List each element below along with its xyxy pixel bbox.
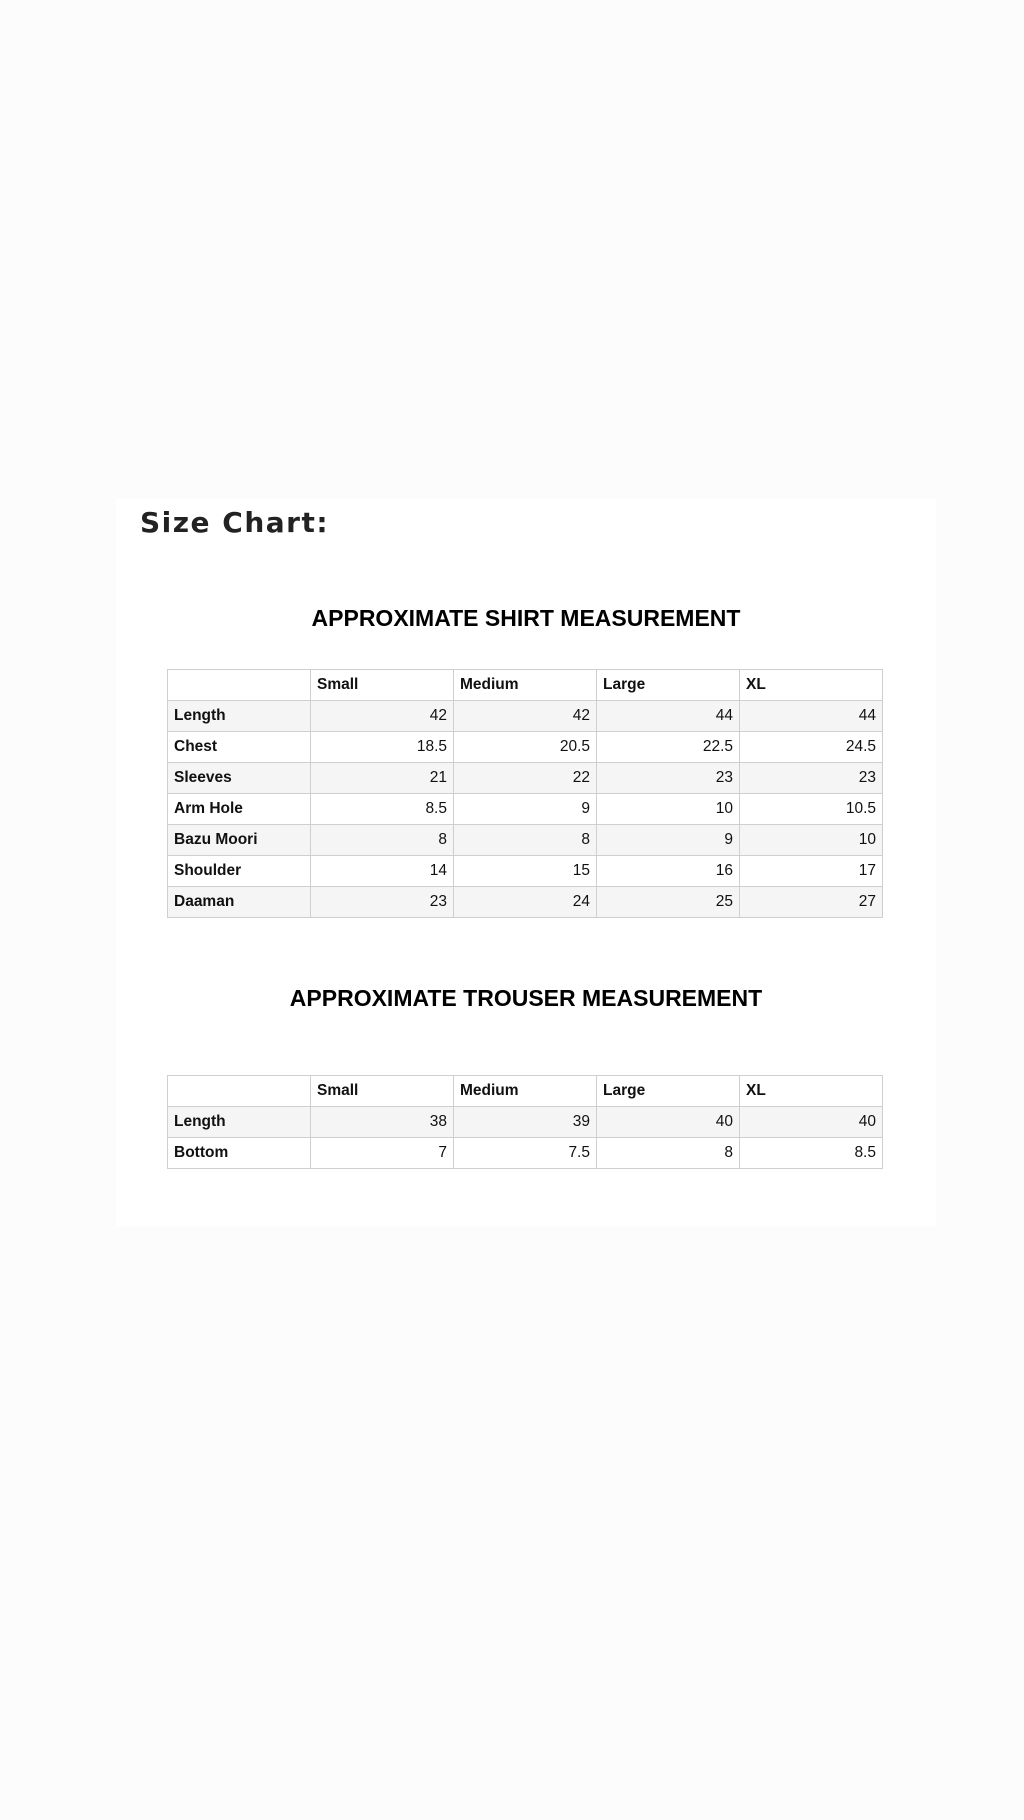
table-cell: 22: [454, 763, 597, 794]
table-cell: 42: [311, 701, 454, 732]
table-cell: 14: [311, 856, 454, 887]
table-header-cell: XL: [740, 1076, 883, 1107]
table-cell: 10.5: [740, 794, 883, 825]
table-row: [168, 732, 883, 763]
table-cell: 10: [597, 794, 740, 825]
table-header-cell: Small: [311, 1076, 454, 1107]
table-cell: 40: [597, 1107, 740, 1138]
table-cell: 8: [311, 825, 454, 856]
table-cell: 40: [740, 1107, 883, 1138]
table-cell: 25: [597, 887, 740, 918]
table-cell: 22.5: [597, 732, 740, 763]
table-cell: 7: [311, 1138, 454, 1169]
row-label: Length: [168, 701, 311, 732]
table-header-cell: [168, 670, 311, 701]
trouser-measurement-title: APPROXIMATE TROUSER MEASUREMENT: [289, 985, 763, 1011]
table-row: [168, 1138, 883, 1169]
table-cell: 42: [454, 701, 597, 732]
row-label: Arm Hole: [168, 794, 311, 825]
table-row: [168, 701, 883, 732]
table-cell: 9: [454, 794, 597, 825]
table-cell: 24: [454, 887, 597, 918]
table-cell: 27: [740, 887, 883, 918]
table-cell: 23: [740, 763, 883, 794]
row-label: Daaman: [168, 887, 311, 918]
table-cell: 21: [311, 763, 454, 794]
table-header-cell: Large: [597, 670, 740, 701]
table-cell: 44: [740, 701, 883, 732]
table-cell: 9: [597, 825, 740, 856]
table-header-cell: Small: [311, 670, 454, 701]
row-label: Bottom: [168, 1138, 311, 1169]
table-cell: 8.5: [311, 794, 454, 825]
table-row: [168, 794, 883, 825]
table-header-cell: Medium: [454, 1076, 597, 1107]
table-cell: 38: [311, 1107, 454, 1138]
table-cell: 18.5: [311, 732, 454, 763]
row-label: Shoulder: [168, 856, 311, 887]
table-cell: 20.5: [454, 732, 597, 763]
table-cell: 39: [454, 1107, 597, 1138]
table-cell: 8: [597, 1138, 740, 1169]
table-row: [168, 887, 883, 918]
size-chart-heading: Size Chart:: [140, 506, 330, 539]
table-cell: 23: [311, 887, 454, 918]
row-label: Bazu Moori: [168, 825, 311, 856]
table-row: [168, 825, 883, 856]
table-header-cell: XL: [740, 670, 883, 701]
table-cell: 7.5: [454, 1138, 597, 1169]
table-cell: 44: [597, 701, 740, 732]
table-header-cell: Medium: [454, 670, 597, 701]
row-label: Length: [168, 1107, 311, 1138]
table-row: [168, 1107, 883, 1138]
table-header-cell: [168, 1076, 311, 1107]
table-cell: 16: [597, 856, 740, 887]
row-label: Sleeves: [168, 763, 311, 794]
table-cell: 8.5: [740, 1138, 883, 1169]
shirt-measurement-title: APPROXIMATE SHIRT MEASUREMENT: [311, 605, 741, 631]
table-cell: 8: [454, 825, 597, 856]
table-cell: 10: [740, 825, 883, 856]
table-cell: 23: [597, 763, 740, 794]
table-row: [168, 763, 883, 794]
trouser-size-table: [167, 1075, 883, 1169]
table-cell: 24.5: [740, 732, 883, 763]
row-label: Chest: [168, 732, 311, 763]
table-header-row: [168, 670, 883, 701]
table-cell: 15: [454, 856, 597, 887]
table-header-row: [168, 1076, 883, 1107]
shirt-size-table: [167, 669, 883, 918]
table-header-cell: Large: [597, 1076, 740, 1107]
table-row: [168, 856, 883, 887]
table-cell: 17: [740, 856, 883, 887]
